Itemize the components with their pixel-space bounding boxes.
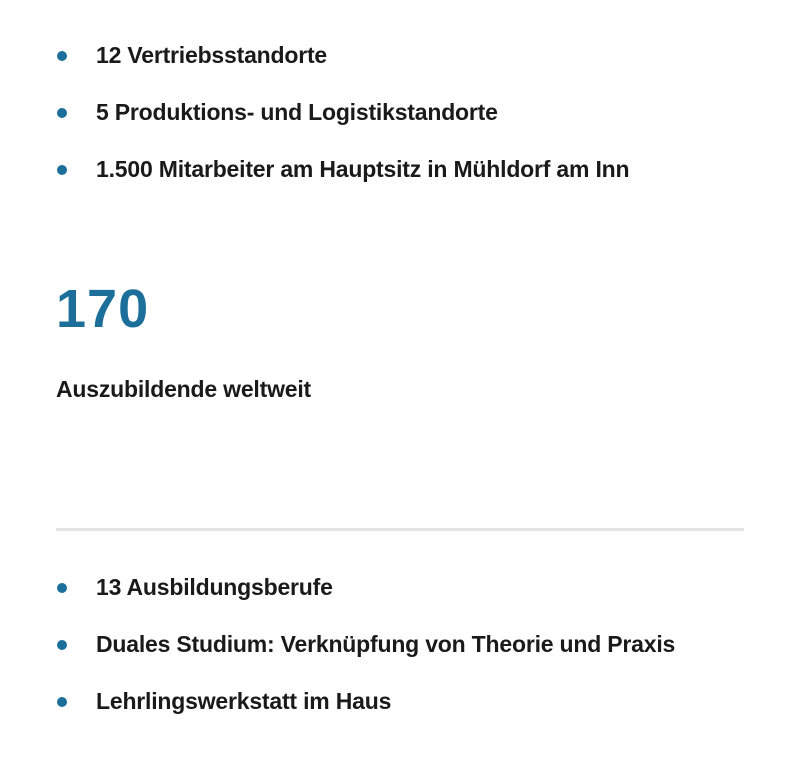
fact-text: 5 Produktions- und Logistikstandorte — [96, 99, 498, 125]
list-item — [56, 141, 756, 198]
location-facts-list — [56, 27, 756, 198]
list-item — [56, 616, 756, 673]
training-facts-list — [56, 559, 756, 730]
bullet-dot-icon — [57, 640, 67, 650]
section-divider — [56, 528, 744, 531]
fact-text: Lehrlingswerkstatt im Haus — [96, 688, 392, 714]
fact-text: 13 Ausbildungsberufe — [96, 574, 333, 600]
list-item — [56, 559, 756, 616]
stat-label: Auszubildende weltweit — [56, 376, 312, 402]
stat-number: 170 — [56, 279, 150, 339]
list-item — [56, 27, 756, 84]
bullet-dot-icon — [57, 165, 67, 175]
bullet-dot-icon — [57, 51, 67, 61]
list-item — [56, 84, 756, 141]
bullet-dot-icon — [57, 108, 67, 118]
bullet-dot-icon — [57, 697, 67, 707]
bullet-dot-icon — [57, 583, 67, 593]
list-item — [56, 673, 756, 730]
fact-text: 1.500 Mitarbeiter am Hauptsitz in Mühldorf am Inn — [96, 156, 630, 182]
fact-text: 12 Vertriebsstandorte — [96, 42, 328, 68]
fact-text: Duales Studium: Verknüpfung von Theorie und Praxis — [96, 631, 676, 657]
